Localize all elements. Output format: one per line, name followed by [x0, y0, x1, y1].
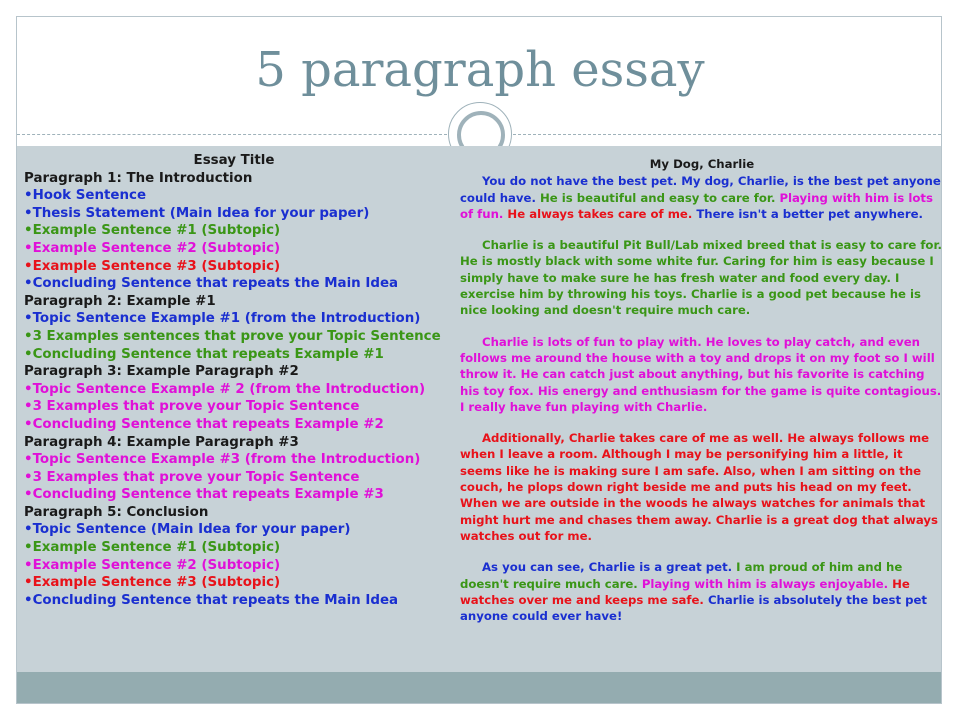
essay-paragraph-example-2: Charlie is lots of fun to play with. He loves to play catch, and even follows me around the house with a toy and drops it on my foot so I will throw it. He can catch just about anything, but his favorite is catching his toy fox. His energy and enthusiasm for the game is quite contagious. I really have fun playing with Charlie. [460, 334, 942, 414]
outline-item: • Example Sentence #2 (Subtopic) [24, 240, 444, 258]
outline-item: • Example Sentence #1 (Subtopic) [24, 222, 444, 240]
essay-paragraph-example-3: Additionally, Charlie takes care of me as well. He always follows me when I leave a room. Although I may be personifying him a little, it seems like he is making sure I am safe. Also, when I am sitting on the couch, he plops down right beside me and puts his head on my feet. When we are outside in the woods he always watches for animals that might hurt me and chases them away. Charlie is a great dog that always watches out for me. [460, 431, 939, 543]
essay-paragraph-conclusion [460, 559, 944, 624]
outline-item: • Concluding Sentence that repeats the Main Idea [24, 592, 444, 610]
essay-sentence: As you can see, Charlie is a great pet. [482, 560, 733, 575]
essay-paragraph-example-1: Charlie is a beautiful Pit Bull/Lab mixed breed that is easy to care for. He is mostly black with some white fur. Caring for him is easy because I simply have to make sure he has fresh water and food every day. I exercise him by throwing his toys. Charlie is a good pet because he is nice looking and doesn't require much care. [460, 238, 942, 318]
outline-item: • Topic Sentence (Main Idea for your paper) [24, 521, 444, 539]
outline-item: • Topic Sentence Example #3 (from the Introduction) [24, 451, 444, 469]
outline-paragraph-heading: Paragraph 3: Example Paragraph #2 [24, 364, 299, 380]
outline-title: Essay Title [193, 153, 275, 168]
essay-paragraph-introduction [460, 173, 944, 222]
divider-right [513, 134, 941, 135]
outline-item: • Hook Sentence [24, 187, 444, 205]
essay-sentence: There isn't a better pet anywhere. [692, 206, 923, 221]
essay-sentence: Playing with him is always enjoyable. [637, 576, 889, 591]
essay-sentence: I am proud of him and he doesn't require much care. [460, 560, 903, 591]
outline-paragraph-heading: Paragraph 1: The Introduction [24, 170, 253, 186]
outline-item: • Concluding Sentence that repeats Example #1 [24, 346, 444, 364]
outline-item: • Thesis Statement (Main Idea for your paper) [24, 205, 444, 223]
footer-band [17, 672, 941, 703]
essay-sentence: My dog, Charlie, is the best pet anyone could have. [460, 174, 941, 205]
outline-item: • Example Sentence #2 (Subtopic) [24, 557, 444, 575]
sample-essay [460, 156, 944, 639]
outline-item: • Example Sentence #1 (Subtopic) [24, 539, 444, 557]
outline-item: • Concluding Sentence that repeats the Main Idea [24, 275, 444, 293]
essay-outline [24, 152, 444, 609]
outline-item: • Concluding Sentence that repeats Example #2 [24, 416, 444, 434]
outline-item: • Example Sentence #3 (Subtopic) [24, 258, 444, 276]
outline-item: • Concluding Sentence that repeats Example #3 [24, 486, 444, 504]
outline-item: • 3 Examples sentences that prove your Topic Sentence [24, 328, 444, 346]
essay-sentence: You do not have the best pet. [482, 174, 678, 189]
essay-sentence: Playing with him is lots of fun. [460, 190, 933, 221]
essay-title: My Dog, Charlie [649, 157, 755, 171]
essay-sentence: Charlie is absolutely the best pet anyone could ever have! [460, 592, 927, 624]
outline-item: • Example Sentence #3 (Subtopic) [24, 574, 444, 592]
outline-paragraph-heading: Paragraph 5: Conclusion [24, 504, 209, 520]
outline-paragraph-heading: Paragraph 4: Example Paragraph #3 [24, 434, 299, 450]
essay-sentence: He is beautiful and easy to care for. [535, 190, 776, 205]
essay-sentence: He watches over me and keeps me safe. [460, 576, 910, 607]
slide-title: 5 paragraph essay [255, 42, 705, 98]
outline-item: • 3 Examples that prove your Topic Sentence [24, 469, 444, 487]
outline-item: • Topic Sentence Example # 2 (from the Introduction) [24, 381, 444, 399]
divider-left [17, 134, 447, 135]
outline-item: • Topic Sentence Example #1 (from the Introduction) [24, 310, 444, 328]
outline-paragraph-heading: Paragraph 2: Example #1 [24, 293, 216, 309]
essay-sentence: He always takes care of me. [503, 206, 693, 221]
outline-item: • 3 Examples that prove your Topic Sentence [24, 398, 444, 416]
